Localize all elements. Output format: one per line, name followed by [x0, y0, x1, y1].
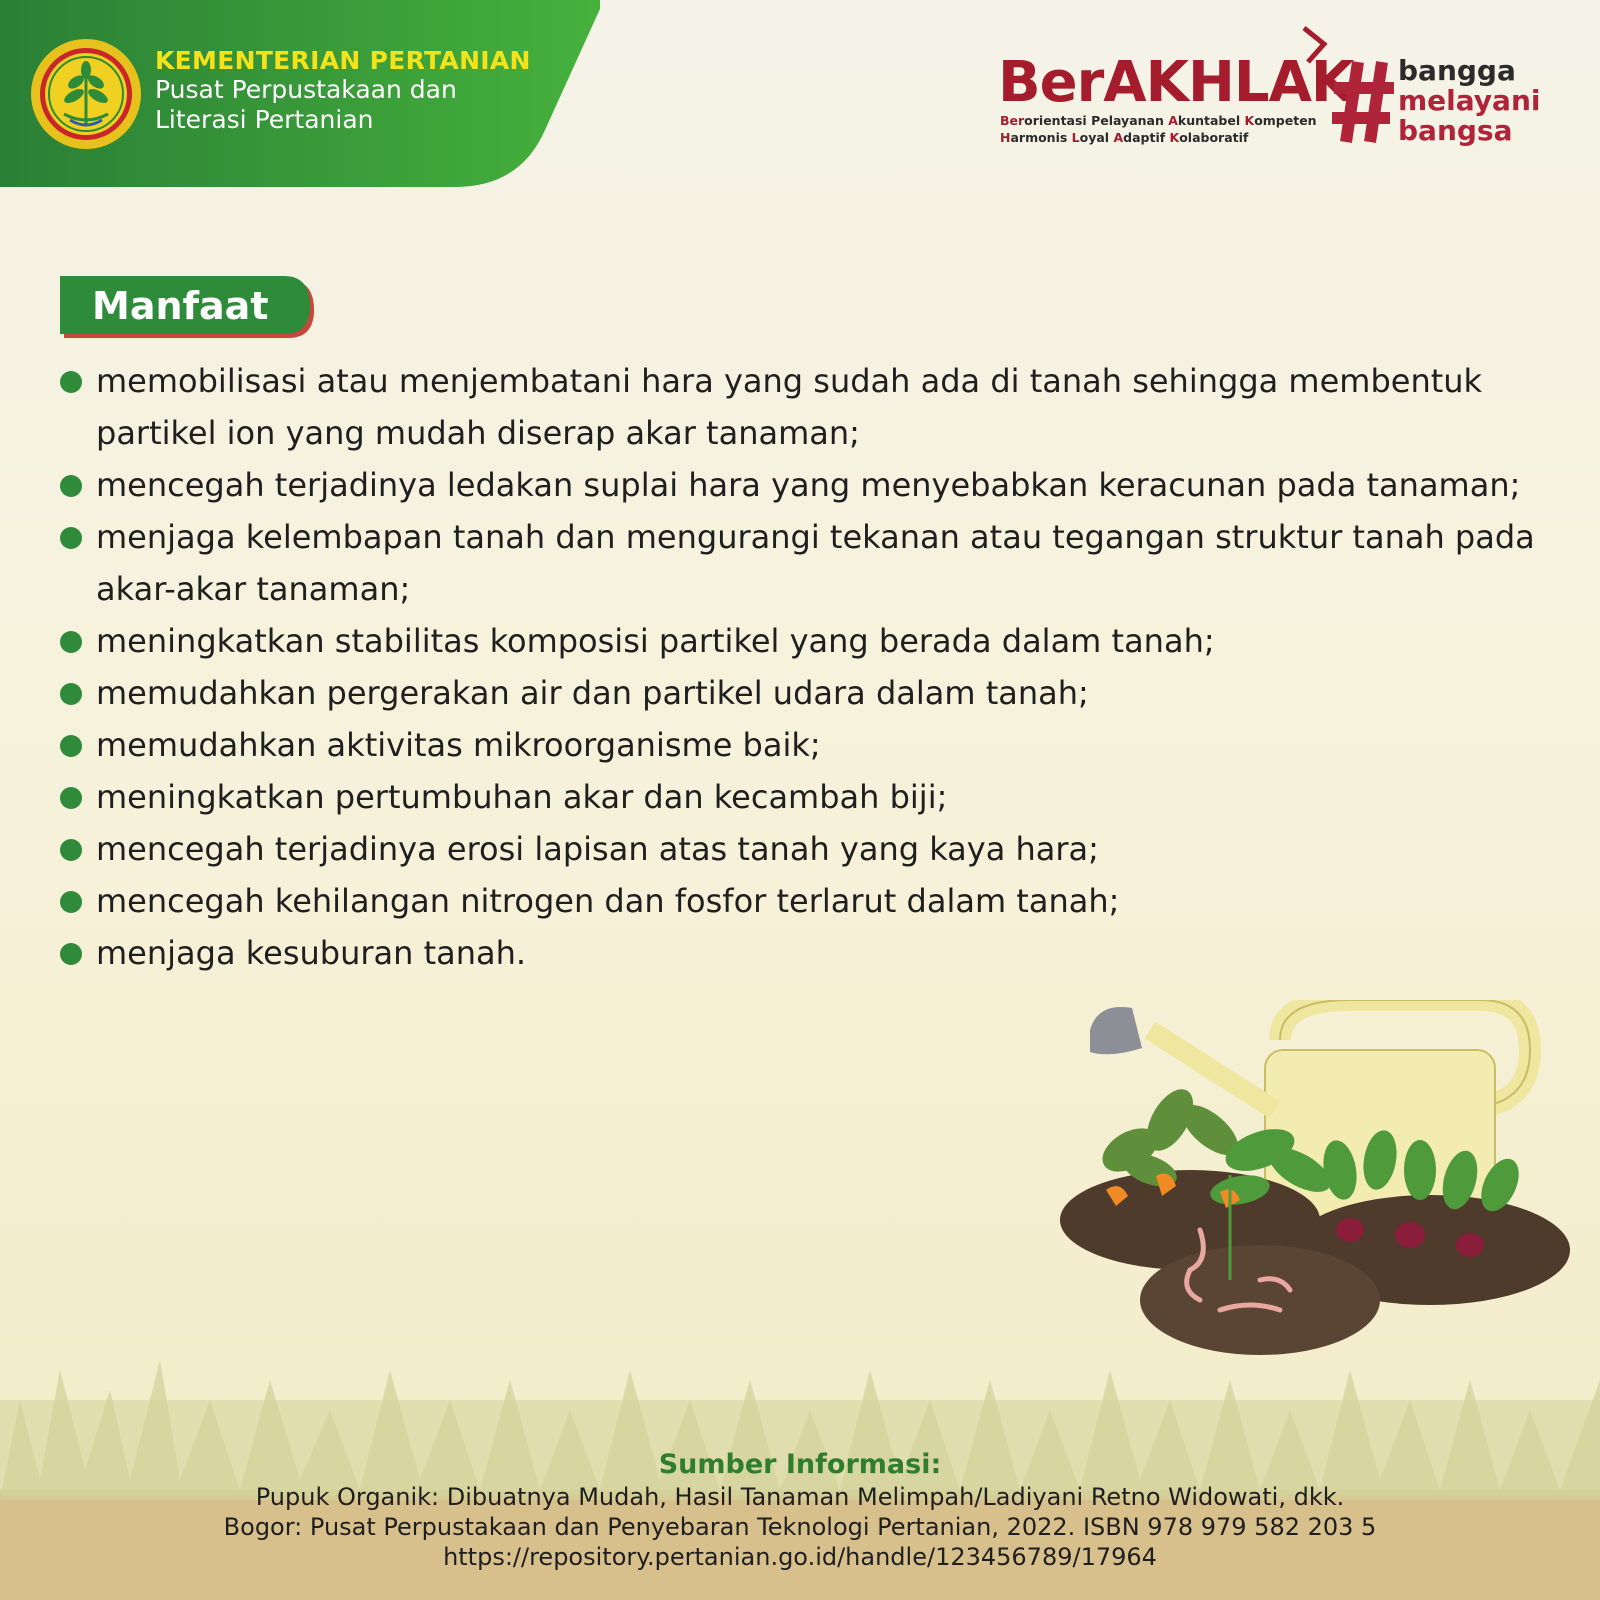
list-item-text: meningkatkan stabilitas komposisi partikel yang berada dalam tanah; [96, 622, 1215, 660]
chevron-right-icon [1298, 26, 1328, 66]
list-item-text: memobilisasi atau menjembatani hara yang sudah ada di tanah sehingga membentuk partikel ion yang mudah diserap akar tanaman; [96, 362, 1483, 452]
sources-line2: Bogor: Pusat Perpustakaan dan Penyebaran Teknologi Pertanian, 2022. ISBN 978 979 582 203 5 [223, 1513, 1377, 1541]
list-item-text: menjaga kelembapan tanah dan mengurangi tekanan atau tegangan struktur tanah pada akar-akar tanaman; [96, 518, 1535, 608]
org-sub-line2: Literasi Pertanian [155, 105, 374, 134]
list-item-text: mencegah kehilangan nitrogen dan fosfor terlarut dalam tanah; [96, 882, 1120, 920]
slogan-line3: bangsa [1398, 114, 1513, 147]
tagline-word: armonis [1010, 130, 1072, 145]
list-item-text: memudahkan pergerakan air dan partikel udara dalam tanah; [96, 674, 1089, 712]
section-tab [60, 276, 316, 340]
list-item [60, 875, 1560, 927]
tagline-initial: K [1169, 130, 1180, 145]
list-item-text: mencegah terjadinya erosi lapisan atas tanah yang kaya hara; [96, 830, 1099, 868]
benefit-list [60, 355, 1560, 979]
list-item [60, 719, 1560, 771]
list-item-text: menjaga kesuburan tanah. [96, 934, 527, 972]
sources [0, 1448, 1600, 1572]
list-item [60, 511, 1560, 615]
tagline-word: orientasi Pelayanan [1024, 113, 1169, 128]
tagline-word: olaboratif [1179, 130, 1249, 145]
bullet-dot-icon [60, 787, 82, 809]
section-title: Manfaat [92, 284, 269, 328]
bullet-dot-icon [60, 683, 82, 705]
tagline-initial: A [1168, 113, 1178, 128]
tagline-initial: Ber [1000, 113, 1025, 128]
list-item [60, 927, 1560, 979]
org-name: KEMENTERIAN PERTANIAN [155, 46, 531, 75]
list-item [60, 459, 1560, 511]
slogan-line1: bangga [1398, 54, 1516, 87]
tagline-initial: L [1071, 130, 1080, 145]
tagline-initial: H [1000, 130, 1011, 145]
berakhlak-logo [998, 28, 1354, 158]
berakhlak-tagline-line1 [1000, 112, 1317, 129]
garden-illustration-icon [1050, 1000, 1570, 1370]
hashtag-icon [1332, 56, 1396, 146]
berakhlak-word: BerAKHLAK [998, 50, 1354, 115]
berakhlak-tagline-line2 [1000, 129, 1317, 146]
bullet-dot-icon [60, 891, 82, 913]
bullet-dot-icon [60, 943, 82, 965]
slogan-line2: melayani [1398, 84, 1541, 117]
org-text [155, 46, 531, 135]
tagline-initial: K [1244, 113, 1255, 128]
bullet-dot-icon [60, 839, 82, 861]
org-sub-line1: Pusat Perpustakaan dan [155, 75, 457, 104]
sources-title: Sumber Informasi: [658, 1449, 942, 1480]
tagline-word: daptif [1123, 130, 1170, 145]
bullet-dot-icon [60, 371, 82, 393]
tagline-word: ompeten [1254, 113, 1317, 128]
list-item [60, 355, 1560, 459]
ministry-logo-icon [30, 38, 142, 150]
list-item [60, 667, 1560, 719]
berakhlak-tagline [1000, 112, 1317, 146]
list-item-text: mencegah terjadinya ledakan suplai hara yang menyebabkan keracunan pada tanaman; [96, 466, 1521, 504]
slogan [1398, 56, 1540, 146]
list-item [60, 771, 1560, 823]
list-item-text: meningkatkan pertumbuhan akar dan kecambah biji; [96, 778, 948, 816]
bullet-dot-icon [60, 735, 82, 757]
bullet-dot-icon [60, 527, 82, 549]
tagline-word: kuntabel [1177, 113, 1245, 128]
bullet-dot-icon [60, 631, 82, 653]
sources-line1: Pupuk Organik: Dibuatnya Mudah, Hasil Tanaman Melimpah/Ladiyani Retno Widowati, dkk. [255, 1483, 1345, 1511]
bullet-dot-icon [60, 475, 82, 497]
sources-line3: https://repository.pertanian.go.id/handle/123456789/17964 [443, 1543, 1157, 1571]
list-item-text: memudahkan aktivitas mikroorganisme baik; [96, 726, 821, 764]
list-item [60, 615, 1560, 667]
list-item [60, 823, 1560, 875]
tagline-initial: A [1113, 130, 1124, 145]
tagline-word: oyal [1079, 130, 1114, 145]
